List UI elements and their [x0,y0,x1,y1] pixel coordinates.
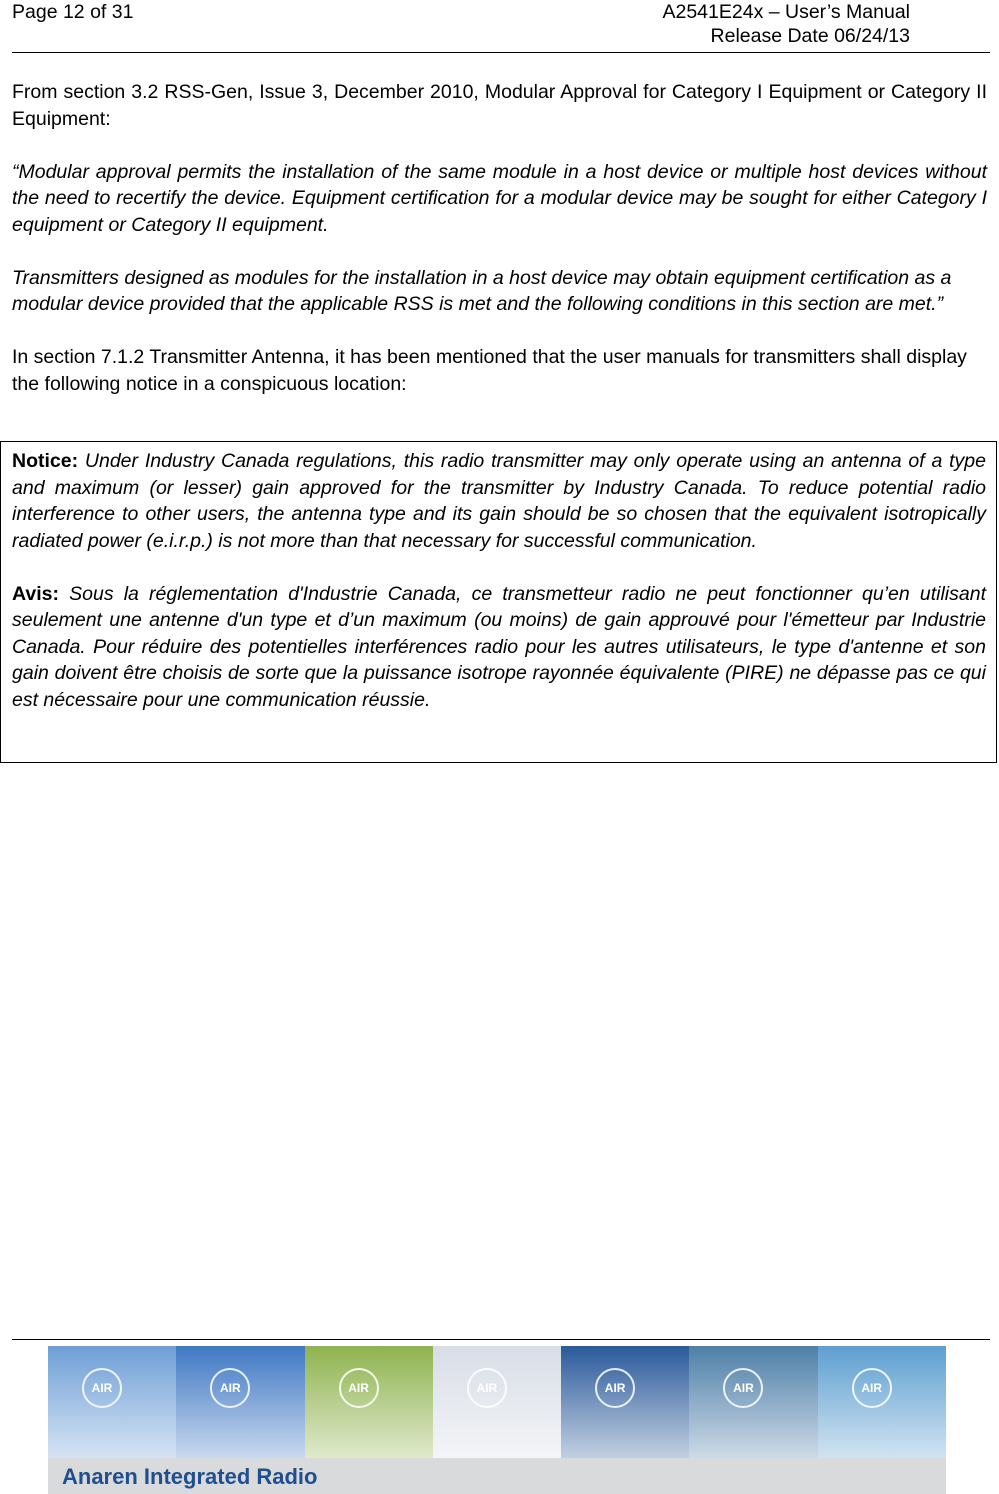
air-badge-icon: AIR [723,1368,763,1408]
brand-logo-text: Anaren Integrated Radio [62,1464,318,1489]
air-badge-icon: AIR [852,1368,892,1408]
notice-box [0,441,997,763]
document-body [12,79,987,424]
page-header [12,0,990,53]
avis-paragraph [12,581,986,714]
banner-tile [689,1346,817,1458]
footer-divider [12,1339,990,1340]
air-badge-icon: AIR [339,1368,379,1408]
air-badge-icon: AIR [82,1368,122,1408]
release-date: Release Date 06/24/13 [710,25,910,47]
air-badge-icon: AIR [595,1368,635,1408]
avis-label: Avis: [12,582,59,605]
notice-paragraph [12,448,986,554]
banner-tile [561,1346,689,1458]
intro-paragraph: From section 3.2 RSS-Gen, Issue 3, December 2010, Modular Approval for Category I Equipment or Category II Equipment: [12,81,987,130]
page-number: Page 12 of 31 [12,1,134,23]
manual-info [662,0,910,48]
manual-title: A2541E24x – User’s Manual [662,1,910,23]
banner-tile [176,1346,304,1458]
avis-text: Sous la réglementation d'Industrie Canada, ce transmetteur radio ne peut fonctionner qu’en utilisant seulement une antenne d'un type et d’un maximum (ou moins) de gain approuvé pour l'émetteur par Industrie Canada. Pour réduire des potentielles interférences radio pour les autres utilisateurs, le type d'antenne et son gain doivent être choisis de sorte que la puissance isotrope rayonnée équivalente (PIRE) ne dépasse pas ce qui est nécessaire pour une communication réussie. [12,582,986,711]
banner-tile [305,1346,433,1458]
section-reference: In section 7.1.2 Transmitter Antenna, it has been mentioned that the user manuals for transmitters shall display the following notice in a conspicuous location: [12,346,967,395]
banner-tile [818,1346,946,1458]
footer-banner [48,1346,946,1458]
quote-paragraph-2: Transmitters designed as modules for the installation in a host device may obtain equipment certification as a modular device provided that the applicable RSS is met and the following conditions in this section are met.” [12,266,952,315]
air-badge-icon: AIR [467,1368,507,1408]
banner-tile [433,1346,561,1458]
air-badge-icon: AIR [210,1368,250,1408]
banner-tile [48,1346,176,1458]
notice-label: Notice: [12,450,79,472]
quote-paragraph-1: “Modular approval permits the installation of the same module in a host device or multiple host devices without the need to recertify the device. Equipment certification for a modular device may be sought for either Category I equipment or Category II equipment. [12,160,987,236]
brand-bar [48,1458,946,1494]
notice-text: Under Industry Canada regulations, this radio transmitter may only operate using an antenna of a type and maximum (or lesser) gain approved for the transmitter by Industry Canada. To reduce potential radio interference to other users, the antenna type and its gain should be so chosen that the equivalent isotropically radiated power (e.i.r.p.) is not more than that necessary for successful communication. [12,450,986,552]
